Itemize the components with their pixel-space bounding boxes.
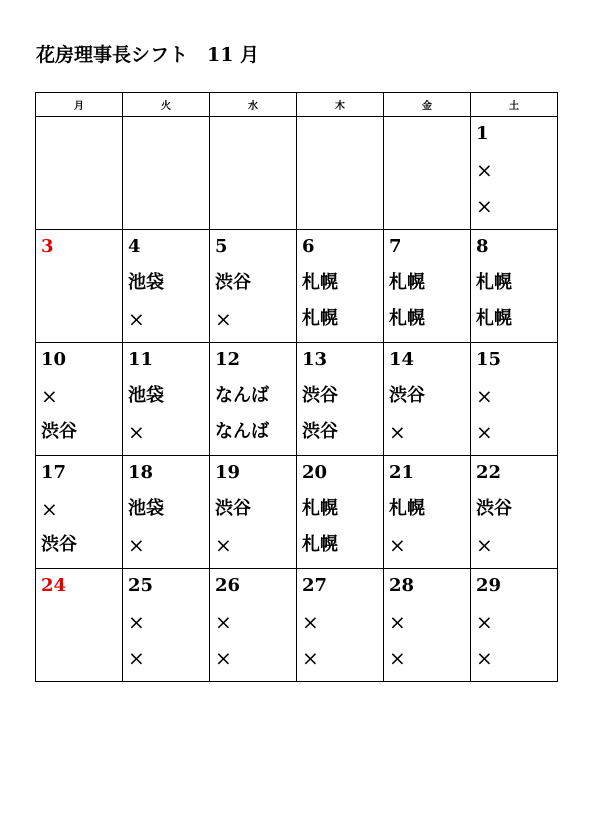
day-cell-content [123,343,209,455]
day-number: 18 [128,462,154,483]
day-cell-content [123,456,209,568]
shift-first: × [476,384,493,408]
day-cell [123,343,210,456]
week-row [36,230,558,343]
day-cell [297,230,384,343]
shift-second: 渋谷 [41,421,77,442]
shift-second: × [476,194,493,218]
day-cell [384,230,471,343]
day-cell-content [210,343,296,455]
day-cell [297,569,384,682]
day-number: 29 [476,575,502,596]
day-number: 7 [389,236,402,257]
day-number: 21 [389,462,415,483]
day-number [41,121,122,157]
shift-second [389,193,470,229]
day-cell [471,456,558,569]
day-cell [36,117,123,230]
shift-second: × [215,646,232,670]
shift-second: × [128,420,145,444]
shift-calendar [35,92,558,682]
shift-first: なんば [215,385,269,406]
week-row [36,456,558,569]
day-cell-content [210,569,296,681]
shift-first: 札幌 [302,272,338,293]
day-cell-content [297,343,383,455]
day-cell-content [297,569,383,681]
shift-second: 札幌 [476,308,512,329]
day-cell-content [210,230,296,342]
day-cell [297,343,384,456]
shift-first: 渋谷 [215,498,251,519]
day-number: 20 [302,462,328,483]
day-cell-content [384,569,470,681]
day-number [128,121,209,157]
shift-first: × [128,610,145,634]
day-number: 13 [302,349,328,370]
day-cell [471,343,558,456]
day-cell [297,456,384,569]
day-cell [123,117,210,230]
day-cell-content [471,117,557,229]
weekday-header: 月 [36,93,123,117]
shift-first: × [41,384,58,408]
day-cell [471,230,558,343]
day-number: 28 [389,575,415,596]
shift-second: × [389,646,406,670]
day-cell [384,456,471,569]
day-cell [384,569,471,682]
shift-second: × [476,420,493,444]
shift-second: × [128,533,145,557]
shift-second: × [476,533,493,557]
shift-first: × [215,610,232,634]
shift-first [389,157,470,193]
weekday-header: 木 [297,93,384,117]
day-cell [471,117,558,230]
day-cell [36,456,123,569]
day-number: 14 [389,349,415,370]
day-cell-content [36,343,122,455]
day-number: 1 [476,123,489,144]
day-cell-content [297,230,383,342]
day-number: 11 [128,349,154,370]
day-number: 19 [215,462,241,483]
day-cell-content [384,117,470,229]
day-cell-content [210,456,296,568]
day-number: 24 [41,575,67,596]
shift-first: 札幌 [389,498,425,519]
weekday-header: 火 [123,93,210,117]
calendar-body [36,117,558,682]
shift-second [41,193,122,229]
shift-second [41,306,122,342]
shift-second: 札幌 [302,308,338,329]
day-number: 5 [215,236,228,257]
shift-second [41,645,122,681]
day-cell [210,117,297,230]
day-number: 25 [128,575,154,596]
shift-first: × [476,610,493,634]
shift-second: × [389,533,406,557]
day-cell [471,569,558,682]
shift-first [302,157,383,193]
day-number: 26 [215,575,241,596]
shift-first: 渋谷 [302,385,338,406]
day-number: 8 [476,236,489,257]
shift-first: × [41,497,58,521]
shift-first: × [476,158,493,182]
weekday-header: 金 [384,93,471,117]
day-number: 22 [476,462,502,483]
day-cell [384,343,471,456]
day-cell [210,456,297,569]
day-cell-content [471,569,557,681]
day-cell-content [123,117,209,229]
day-cell-content [384,343,470,455]
day-number: 12 [215,349,241,370]
weekday-header: 水 [210,93,297,117]
shift-first: × [302,610,319,634]
shift-second [302,193,383,229]
weekday-header: 土 [471,93,558,117]
day-cell-content [210,117,296,229]
shift-first: 池袋 [128,272,164,293]
shift-first: 渋谷 [215,272,251,293]
day-cell [210,230,297,343]
day-cell-content [384,230,470,342]
day-cell-content [123,569,209,681]
week-row [36,343,558,456]
shift-first: 札幌 [302,498,338,519]
day-number [389,121,470,157]
shift-second: × [389,420,406,444]
shift-first: 渋谷 [389,385,425,406]
day-cell-content [384,456,470,568]
shift-second: 渋谷 [41,534,77,555]
day-number: 17 [41,462,67,483]
day-cell-content [471,230,557,342]
day-cell [123,230,210,343]
shift-first [41,270,122,306]
shift-second: × [215,533,232,557]
day-number [302,121,383,157]
shift-first [41,609,122,645]
day-cell-content [123,230,209,342]
day-cell [210,569,297,682]
day-cell-content [297,456,383,568]
shift-second: 札幌 [389,308,425,329]
shift-second: × [476,646,493,670]
page-title: 花房理事長シフト 11 月 [36,44,260,66]
day-cell [384,117,471,230]
shift-first [41,157,122,193]
shift-second: × [128,646,145,670]
day-cell [36,343,123,456]
shift-first: 札幌 [389,272,425,293]
day-number: 10 [41,349,67,370]
shift-first [215,157,296,193]
shift-first: × [389,610,406,634]
shift-second: × [302,646,319,670]
day-cell [123,569,210,682]
shift-first: 渋谷 [476,498,512,519]
day-cell [36,569,123,682]
shift-second: 渋谷 [302,421,338,442]
day-cell-content [297,117,383,229]
day-number: 3 [41,236,54,257]
shift-first [128,157,209,193]
shift-second [128,193,209,229]
week-row [36,117,558,230]
day-number: 27 [302,575,328,596]
day-cell-content [36,230,122,342]
day-cell [123,456,210,569]
day-number: 15 [476,349,502,370]
day-number [215,121,296,157]
day-number: 6 [302,236,315,257]
day-cell-content [36,569,122,681]
day-cell [36,230,123,343]
day-cell-content [471,343,557,455]
shift-second [215,193,296,229]
day-cell-content [36,117,122,229]
shift-first: 池袋 [128,498,164,519]
week-row [36,569,558,682]
weekday-header-row [36,93,558,117]
day-cell [297,117,384,230]
shift-second: 札幌 [302,534,338,555]
shift-second: なんば [215,421,269,442]
shift-first: 札幌 [476,272,512,293]
shift-second: × [128,307,145,331]
shift-second: × [215,307,232,331]
day-number: 4 [128,236,141,257]
day-cell-content [471,456,557,568]
day-cell-content [36,456,122,568]
shift-first: 池袋 [128,385,164,406]
day-cell [210,343,297,456]
